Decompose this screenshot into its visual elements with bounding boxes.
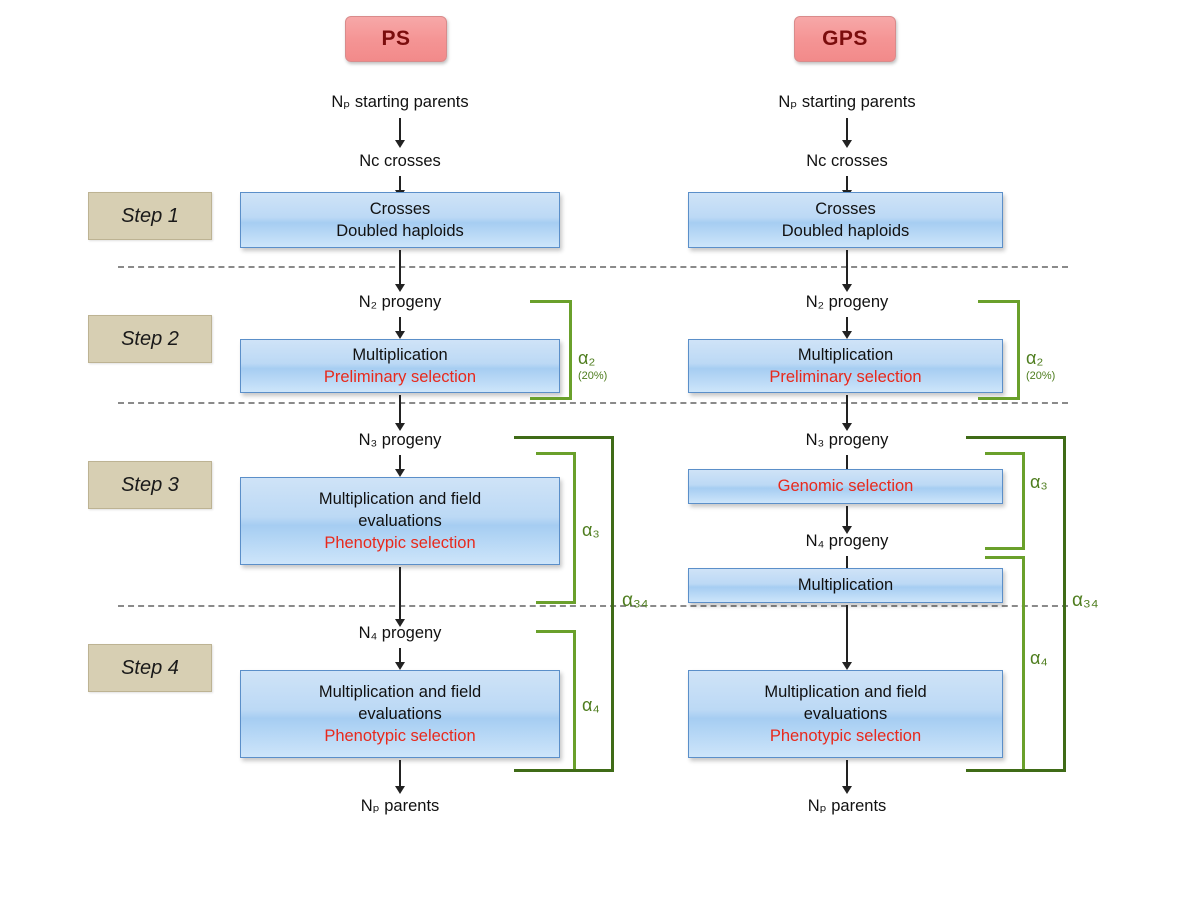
- gps-n2-progeny-label: N₂ progeny: [805, 293, 889, 311]
- gps-box-multiplication: [688, 568, 1003, 603]
- gps-box5-line3: Phenotypic selection: [769, 727, 922, 746]
- step-label-1-text: Step 1: [121, 204, 179, 227]
- step-label-1: [88, 192, 212, 240]
- gps-alpha34-annotation: [1072, 590, 1098, 612]
- gps-box-genomic-selection: [688, 469, 1003, 504]
- gps-n3-progeny-label: N₃ progeny: [805, 431, 889, 449]
- ps-alpha4-symbol: α₄: [582, 695, 600, 715]
- gps-alpha2-annotation: [1026, 348, 1055, 382]
- ps-arrow-box2-to-n3: [394, 395, 406, 431]
- ps-box3-line2: evaluations: [358, 511, 442, 530]
- ps-crosses-count-label: Nc crosses: [359, 152, 441, 170]
- ps-arrow-n2-to-box2: [394, 317, 406, 339]
- gps-arrow-box1-to-n2: [841, 250, 853, 292]
- gps-box3-line1: Genomic selection: [777, 477, 914, 496]
- ps-box2-line2: Preliminary selection: [323, 368, 477, 386]
- gps-arrow-genomic-to-n4: [841, 506, 853, 534]
- ps-box-multiplication-field-evaluations-3: [240, 477, 560, 565]
- ps-n4-progeny-label: N₄ progeny: [358, 624, 442, 642]
- ps-alpha34-symbol: α₃₄: [622, 590, 649, 611]
- step-divider-2: [118, 402, 1068, 404]
- column-header-gps-label: GPS: [822, 27, 868, 50]
- gps-bracket-alpha2: [978, 300, 1020, 400]
- ps-box4-line1: Multiplication and field: [318, 682, 482, 701]
- ps-end-parents-label: Nₚ parents: [360, 797, 440, 815]
- gps-box-crosses-doubled-haploids: [688, 192, 1003, 248]
- step-label-3-text: Step 3: [121, 473, 179, 496]
- gps-box4-line1: Multiplication: [797, 576, 894, 595]
- ps-box1-line1: Crosses: [369, 199, 431, 218]
- gps-alpha34-symbol: α₃₄: [1072, 590, 1099, 611]
- ps-alpha2-percent: (20%): [578, 370, 608, 382]
- gps-arrow-multiplication-to-box5: [841, 605, 853, 670]
- ps-bracket-alpha2: [530, 300, 572, 400]
- column-header-gps: [794, 16, 896, 62]
- ps-n2-progeny-label: N₂ progeny: [358, 293, 442, 311]
- gps-box-multiplication-preliminary-selection: [688, 339, 1003, 393]
- column-header-ps-label: PS: [381, 27, 411, 50]
- gps-bracket-alpha34: [966, 436, 1066, 772]
- ps-arrow-n3-to-box3: [394, 455, 406, 477]
- gps-crosses-count-label: Nc crosses: [806, 152, 888, 170]
- step-label-3: [88, 461, 212, 509]
- ps-arrow-n4-to-box4: [394, 648, 406, 670]
- ps-box4-line3: Phenotypic selection: [324, 727, 476, 746]
- gps-n4-progeny-label: N₄ progeny: [805, 532, 889, 550]
- gps-alpha2-symbol: α₂: [1026, 348, 1044, 368]
- step-label-2: [88, 315, 212, 363]
- gps-box1-line1: Crosses: [815, 199, 876, 218]
- ps-alpha34-annotation: [622, 590, 648, 612]
- ps-arrow-box4-to-parents: [394, 760, 406, 794]
- ps-arrow-box1-to-n2: [394, 250, 406, 292]
- ps-arrow-start-to-crosses: [394, 118, 406, 148]
- gps-box5-line1: Multiplication and field: [764, 682, 927, 701]
- gps-arrow-box5-to-parents: [841, 760, 853, 794]
- ps-box-crosses-doubled-haploids: [240, 192, 560, 248]
- gps-end-parents-label: Nₚ parents: [807, 797, 887, 815]
- gps-arrow-n2-to-box2: [841, 317, 853, 339]
- ps-arrow-box3-to-n4: [394, 567, 406, 627]
- gps-box2-line1: Multiplication: [797, 345, 894, 364]
- ps-box4-line2: evaluations: [358, 704, 442, 723]
- ps-box1-line2: Doubled haploids: [336, 222, 464, 240]
- gps-box1-line2: Doubled haploids: [781, 222, 910, 240]
- step-label-4-text: Step 4: [121, 656, 179, 679]
- gps-arrow-start-to-crosses: [841, 118, 853, 148]
- gps-alpha3-symbol: α₃: [1030, 472, 1048, 492]
- ps-alpha3-symbol: α₃: [582, 520, 600, 540]
- gps-alpha2-percent: (20%): [1026, 370, 1056, 382]
- step-label-4: [88, 644, 212, 692]
- gps-starting-parents-label: Nₚ starting parents: [778, 93, 916, 111]
- ps-n3-progeny-label: N₃ progeny: [358, 431, 442, 449]
- ps-alpha2-symbol: α₂: [578, 348, 596, 368]
- ps-alpha2-annotation: [578, 348, 607, 382]
- ps-box3-line1: Multiplication and field: [318, 489, 482, 508]
- ps-starting-parents-label: Nₚ starting parents: [331, 93, 469, 111]
- column-header-ps: [345, 16, 447, 62]
- ps-box-multiplication-field-evaluations-4: [240, 670, 560, 758]
- ps-bracket-alpha34: [514, 436, 614, 772]
- gps-box2-line2: Preliminary selection: [769, 368, 922, 386]
- gps-box5-line2: evaluations: [803, 704, 888, 723]
- ps-box2-line1: Multiplication: [352, 345, 448, 364]
- ps-box3-line3: Phenotypic selection: [324, 534, 476, 553]
- step-label-2-text: Step 2: [121, 327, 179, 350]
- ps-box-multiplication-preliminary-selection: [240, 339, 560, 393]
- step-divider-1: [118, 266, 1068, 268]
- gps-arrow-box2-to-n3: [841, 395, 853, 431]
- gps-alpha4-symbol: α₄: [1030, 648, 1048, 668]
- gps-box-multiplication-field-evaluations: [688, 670, 1003, 758]
